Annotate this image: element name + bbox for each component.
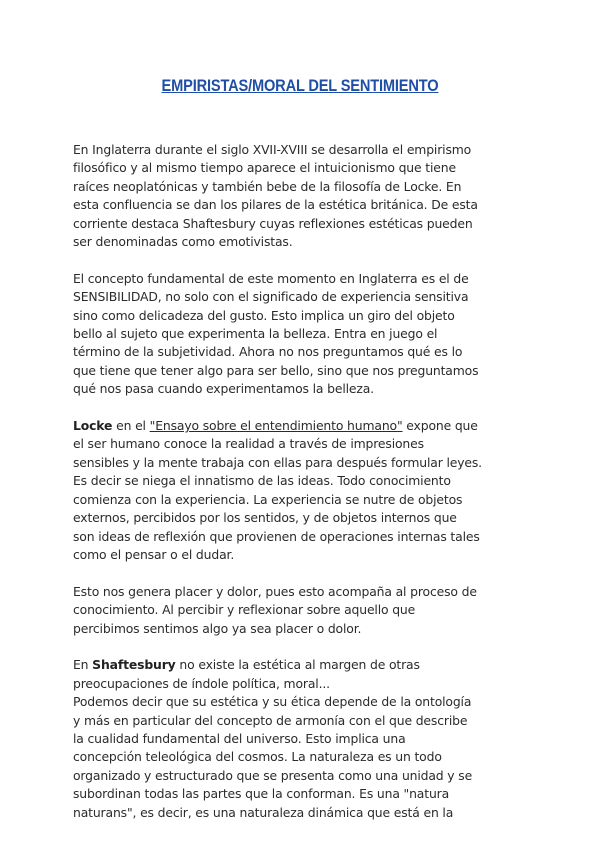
paragraph-5 [73, 656, 533, 822]
text-line: conocimiento. Al percibir y reflexionar sobre aquello que [73, 602, 416, 618]
text-line: organizado y estructurado que se presenta como una unidad y se [73, 767, 473, 783]
text-line: subordinan todas las partes que la conforman. Es una "natura [73, 786, 450, 802]
text-line: concepción teleológica del cosmos. La naturaleza es un todo [73, 749, 442, 765]
text-line: comienza con la experiencia. La experiencia se nutre de objetos [73, 491, 463, 507]
text-line: que tiene que tener algo para ser bello, sino que nos preguntamos [73, 362, 479, 378]
text-line: percibimos sentimos algo ya sea placer o dolor. [73, 620, 362, 636]
work-title-link[interactable]: "Ensayo sobre el entendimiento humano" [149, 418, 403, 434]
text-line [73, 417, 533, 435]
paragraph-3 [73, 417, 533, 564]
author-name-locke: Locke [73, 418, 113, 434]
author-name-shaftesbury: Shaftesbury [92, 657, 176, 673]
text-line: sino como delicadeza del gusto. Esto implica un giro del objeto [73, 307, 455, 323]
text-line: SENSIBILIDAD, no solo con el significado de experiencia sensitiva [73, 289, 469, 305]
text-line: esta confluencia se dan los pilares de la estética británica. De esta [73, 197, 478, 213]
text-line: ser denominadas como emotivistas. [73, 234, 293, 250]
text-line: bello al sujeto que experimenta la belleza. Entra en juego el [73, 326, 438, 342]
paragraph-1 [73, 141, 533, 251]
text-line: el ser humano conoce la realidad a través de impresiones [73, 436, 424, 452]
paragraph-4 [73, 583, 533, 638]
text-fragment: expone que [402, 418, 478, 434]
text-line: Podemos decir que su estética y su ética depende de la ontología [73, 694, 472, 710]
text-line: preocupaciones de índole política, moral... [73, 675, 330, 691]
text-line: raíces neoplatónicas y también bebe de la filosofía de Locke. En [73, 178, 462, 194]
text-line [73, 656, 533, 674]
text-fragment: no existe la estética al margen de otras [175, 657, 420, 673]
text-line: qué nos pasa cuando experimentamos la belleza. [73, 381, 374, 397]
text-line: externos, percibidos por los sentidos, y de objetos internos que [73, 510, 457, 526]
text-line: El concepto fundamental de este momento en Inglaterra es el de [73, 270, 469, 286]
text-line: sensibles y la mente trabaja con ellas para después formular leyes. [73, 454, 482, 470]
document-body [73, 141, 533, 840]
text-line: son ideas de reflexión que provienen de operaciones internas tales [73, 528, 480, 544]
text-line: como el pensar o el dudar. [73, 546, 235, 562]
text-fragment: en el [112, 418, 150, 434]
text-line: filosófico y al mismo tiempo aparece el intuicionismo que tiene [73, 160, 456, 176]
text-line: En Inglaterra durante el siglo XVII-XVIII se desarrolla el empirismo [73, 142, 472, 157]
text-line: Es decir se niega el innatismo de las ideas. Todo conocimiento [73, 473, 451, 489]
text-fragment: En [73, 657, 93, 673]
paragraph-2 [73, 270, 533, 399]
text-line: Esto nos genera placer y dolor, pues esto acompaña al proceso de [73, 583, 477, 599]
text-line: y más en particular del concepto de armonía con el que describe [73, 712, 468, 728]
page-title: EMPIRISTAS/MORAL DEL SENTIMIENTO [161, 76, 439, 95]
text-line: naturans", es decir, es una naturaleza dinámica que está en la [73, 804, 454, 820]
text-line: la cualidad fundamental del universo. Esto implica una [73, 730, 406, 746]
text-line: término de la subjetividad. Ahora no nos preguntamos qué es lo [73, 344, 463, 360]
text-line: corriente destaca Shaftesbury cuyas reflexiones estéticas pueden [73, 215, 473, 231]
